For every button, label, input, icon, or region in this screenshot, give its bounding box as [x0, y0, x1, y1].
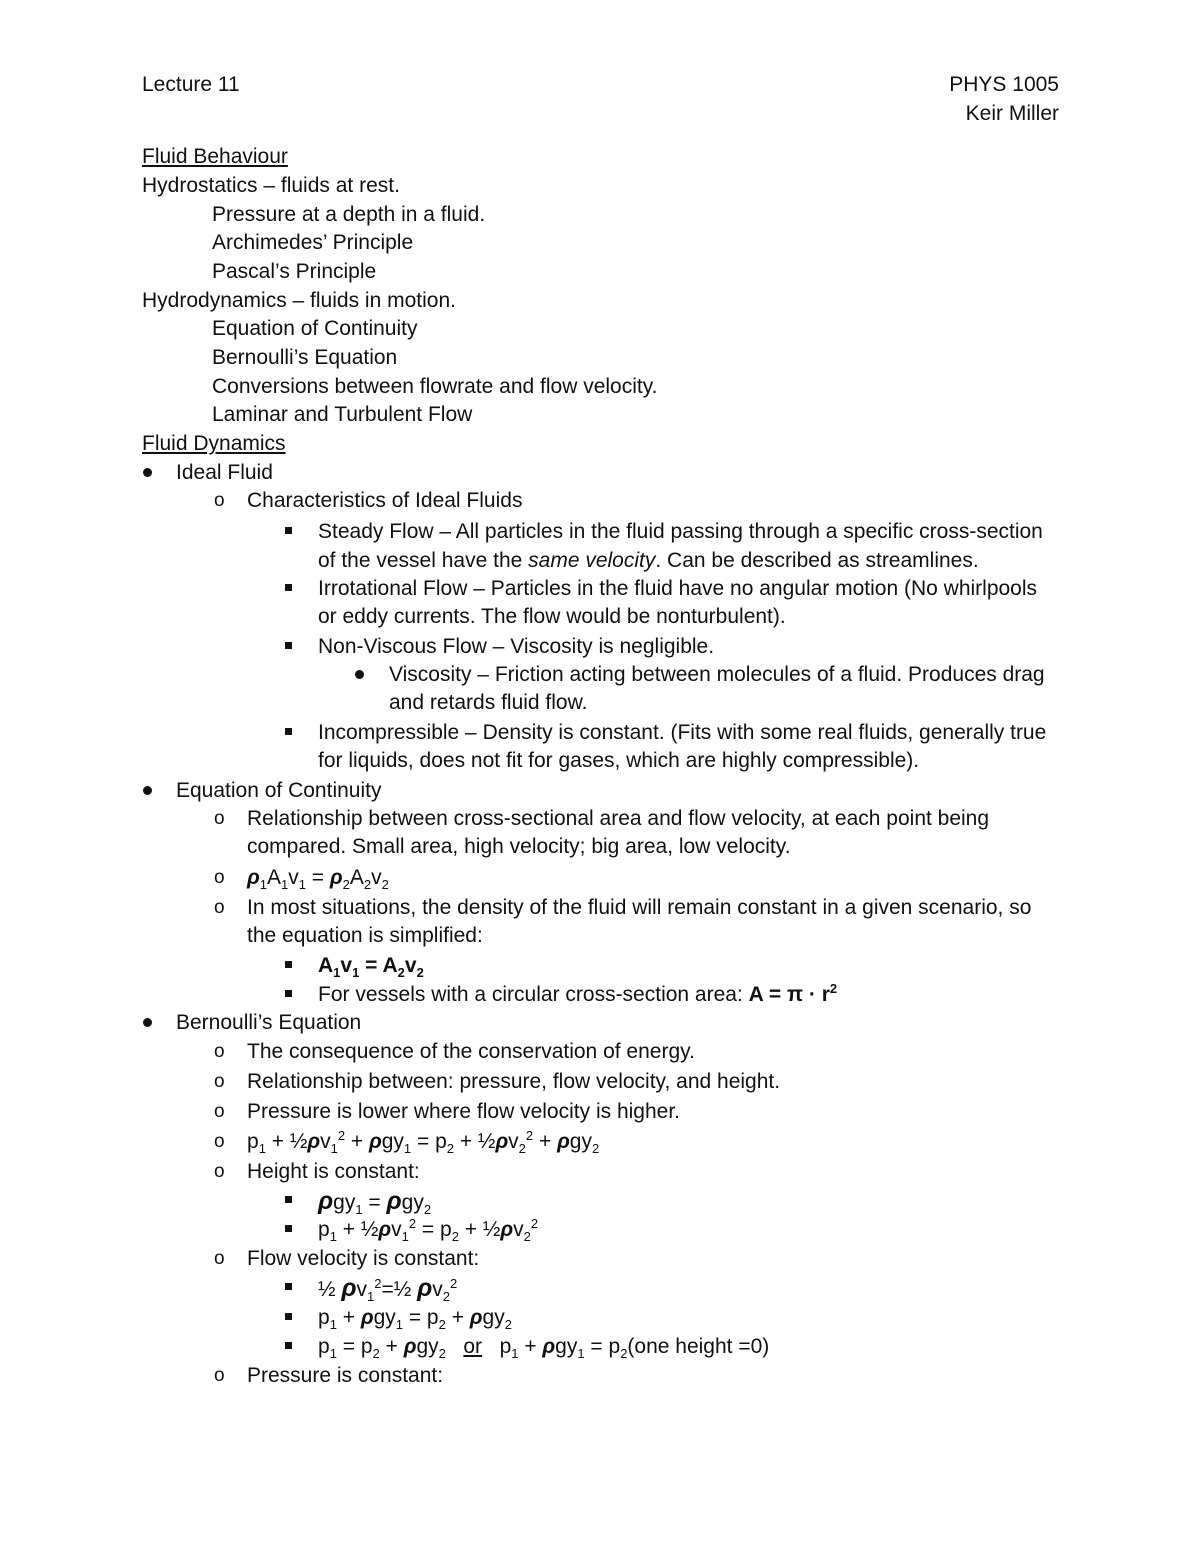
steady-flow-line1: Steady Flow – All particles in the fluid passing through a specific cross-section	[318, 520, 1043, 543]
square-bullet-icon	[285, 584, 292, 591]
square-bullet-icon	[285, 961, 292, 968]
square-bullet-icon	[285, 1283, 292, 1290]
circle-bullet-icon: o	[214, 490, 225, 511]
circle-bullet-icon: o	[214, 1131, 225, 1152]
pressure-constant-heading: Pressure is constant:	[247, 1364, 444, 1387]
circular-area-line: For vessels with a circular cross-section area: $A = \pi \cdot r^2$	[318, 981, 838, 1006]
circle-bullet-icon: o	[214, 1101, 225, 1122]
square-bullet-icon	[285, 642, 292, 649]
square-bullet-icon	[285, 1313, 292, 1320]
ideal-fluid-heading: Ideal Fluid	[176, 461, 273, 484]
square-bullet-icon	[285, 1225, 292, 1232]
circle-bullet-icon: o	[214, 897, 225, 918]
continuity-equation: $\rho_1A_1v_1 = \rho_2A_2v_2$	[247, 866, 389, 893]
bullet-icon	[143, 786, 152, 795]
list-item: Pressure is lower where flow velocity is higher.	[247, 1100, 681, 1123]
circle-bullet-icon: o	[214, 1365, 225, 1386]
velocity-constant-eq1: ½ $\rho v_1^2=\frac{1}{2}$ $\rho v_2^2$	[318, 1274, 458, 1305]
course-code: PHYS 1005	[949, 73, 1059, 96]
bullet-icon	[143, 468, 152, 477]
hydrostatics-line: Hydrostatics – fluids at rest.	[142, 174, 400, 197]
circle-bullet-icon: o	[214, 867, 225, 888]
velocity-constant-eq2: $p_1 + \rho gy_1 = p_2 + \rho gy_2$	[318, 1306, 512, 1333]
bernoulli-heading: Bernoulli’s Equation	[176, 1011, 362, 1034]
velocity-constant-heading: Flow velocity is constant:	[247, 1247, 480, 1270]
bullet-icon	[355, 670, 364, 679]
list-item: Archimedes’ Principle	[212, 231, 414, 254]
square-bullet-icon	[285, 728, 292, 735]
circle-bullet-icon: o	[214, 1071, 225, 1092]
list-item: Conversions between flowrate and flow velocity.	[212, 375, 658, 398]
characteristics-heading: Characteristics of Ideal Fluids	[247, 489, 523, 512]
non-viscous-flow: Non-Viscous Flow – Viscosity is negligible.	[318, 635, 715, 658]
circle-bullet-icon: o	[214, 1041, 225, 1062]
square-bullet-icon	[285, 1196, 292, 1203]
circle-bullet-icon: o	[214, 808, 225, 829]
list-item: Relationship between: pressure, flow velocity, and height.	[247, 1070, 781, 1093]
viscosity-definition: Viscosity – Friction acting between molecules of a fluid. Produces drag and retards fluid flow.	[389, 663, 1045, 714]
continuity-simplified-text: In most situations, the density of the fluid will remain constant in a given scenario, so the equation is simplified:	[247, 896, 1032, 947]
height-constant-heading: Height is constant:	[247, 1160, 420, 1183]
list-item: The consequence of the conservation of energy.	[247, 1040, 695, 1063]
irrotational-flow: Irrotational Flow – Particles in the fluid have no angular motion (No whirlpools or eddy currents. The flow would be nonturbulent).	[318, 577, 1038, 628]
height-constant-eq1: ρgy$_1$ = ρgy$_2$	[318, 1187, 432, 1218]
square-bullet-icon	[285, 990, 292, 997]
continuity-heading: Equation of Continuity	[176, 779, 382, 802]
bernoulli-equation: $p_1$ + $\frac{1}{2}\rho v_1^2 + \rho gy_1 = p_2$ + $\frac{1}{2}\rho v_2^2 + \rho gy_2$	[247, 1128, 600, 1157]
incompressible-flow: Incompressible – Density is constant. (Fits with some real fluids, generally true for liquids, does not fit for gases, which are highly compressible).	[318, 721, 1047, 772]
velocity-constant-eq3: $p_1 = p_2 + \rho gy_2$ or $p_1 + \rho gy_1 = p_2(one$ height =0)	[318, 1335, 770, 1362]
hydrodynamics-line: Hydrodynamics – fluids in motion.	[142, 289, 456, 312]
square-bullet-icon	[285, 527, 292, 534]
steady-flow-line2: of the vessel have the same velocity. Can be described as streamlines.	[318, 549, 979, 572]
section-title-fluid-behaviour: Fluid Behaviour	[142, 145, 288, 168]
list-item: Pressure at a depth in a fluid.	[212, 203, 486, 226]
author-name: Keir Miller	[965, 102, 1059, 125]
circle-bullet-icon: o	[214, 1161, 225, 1182]
list-item: Laminar and Turbulent Flow	[212, 403, 473, 426]
circle-bullet-icon: o	[214, 1248, 225, 1269]
list-item: Pascal’s Principle	[212, 260, 377, 283]
square-bullet-icon	[285, 1342, 292, 1349]
continuity-relationship: Relationship between cross-sectional area and flow velocity, at each point being compared. Small area, high velocity; big area, low velocity.	[247, 807, 990, 858]
section-title-fluid-dynamics: Fluid Dynamics	[142, 432, 286, 455]
simplified-equation: $A_1v_1 = A_2v_2$	[318, 954, 424, 981]
lecture-label: Lecture 11	[142, 73, 240, 96]
height-constant-eq2: $p_1$ + $\frac{1}{2}\rho v_1^2 = p_2$ + $\frac{1}{2}\rho v_2^2$	[318, 1216, 539, 1245]
list-item: Bernoulli’s Equation	[212, 346, 398, 369]
bullet-icon	[143, 1018, 152, 1027]
list-item: Equation of Continuity	[212, 317, 418, 340]
